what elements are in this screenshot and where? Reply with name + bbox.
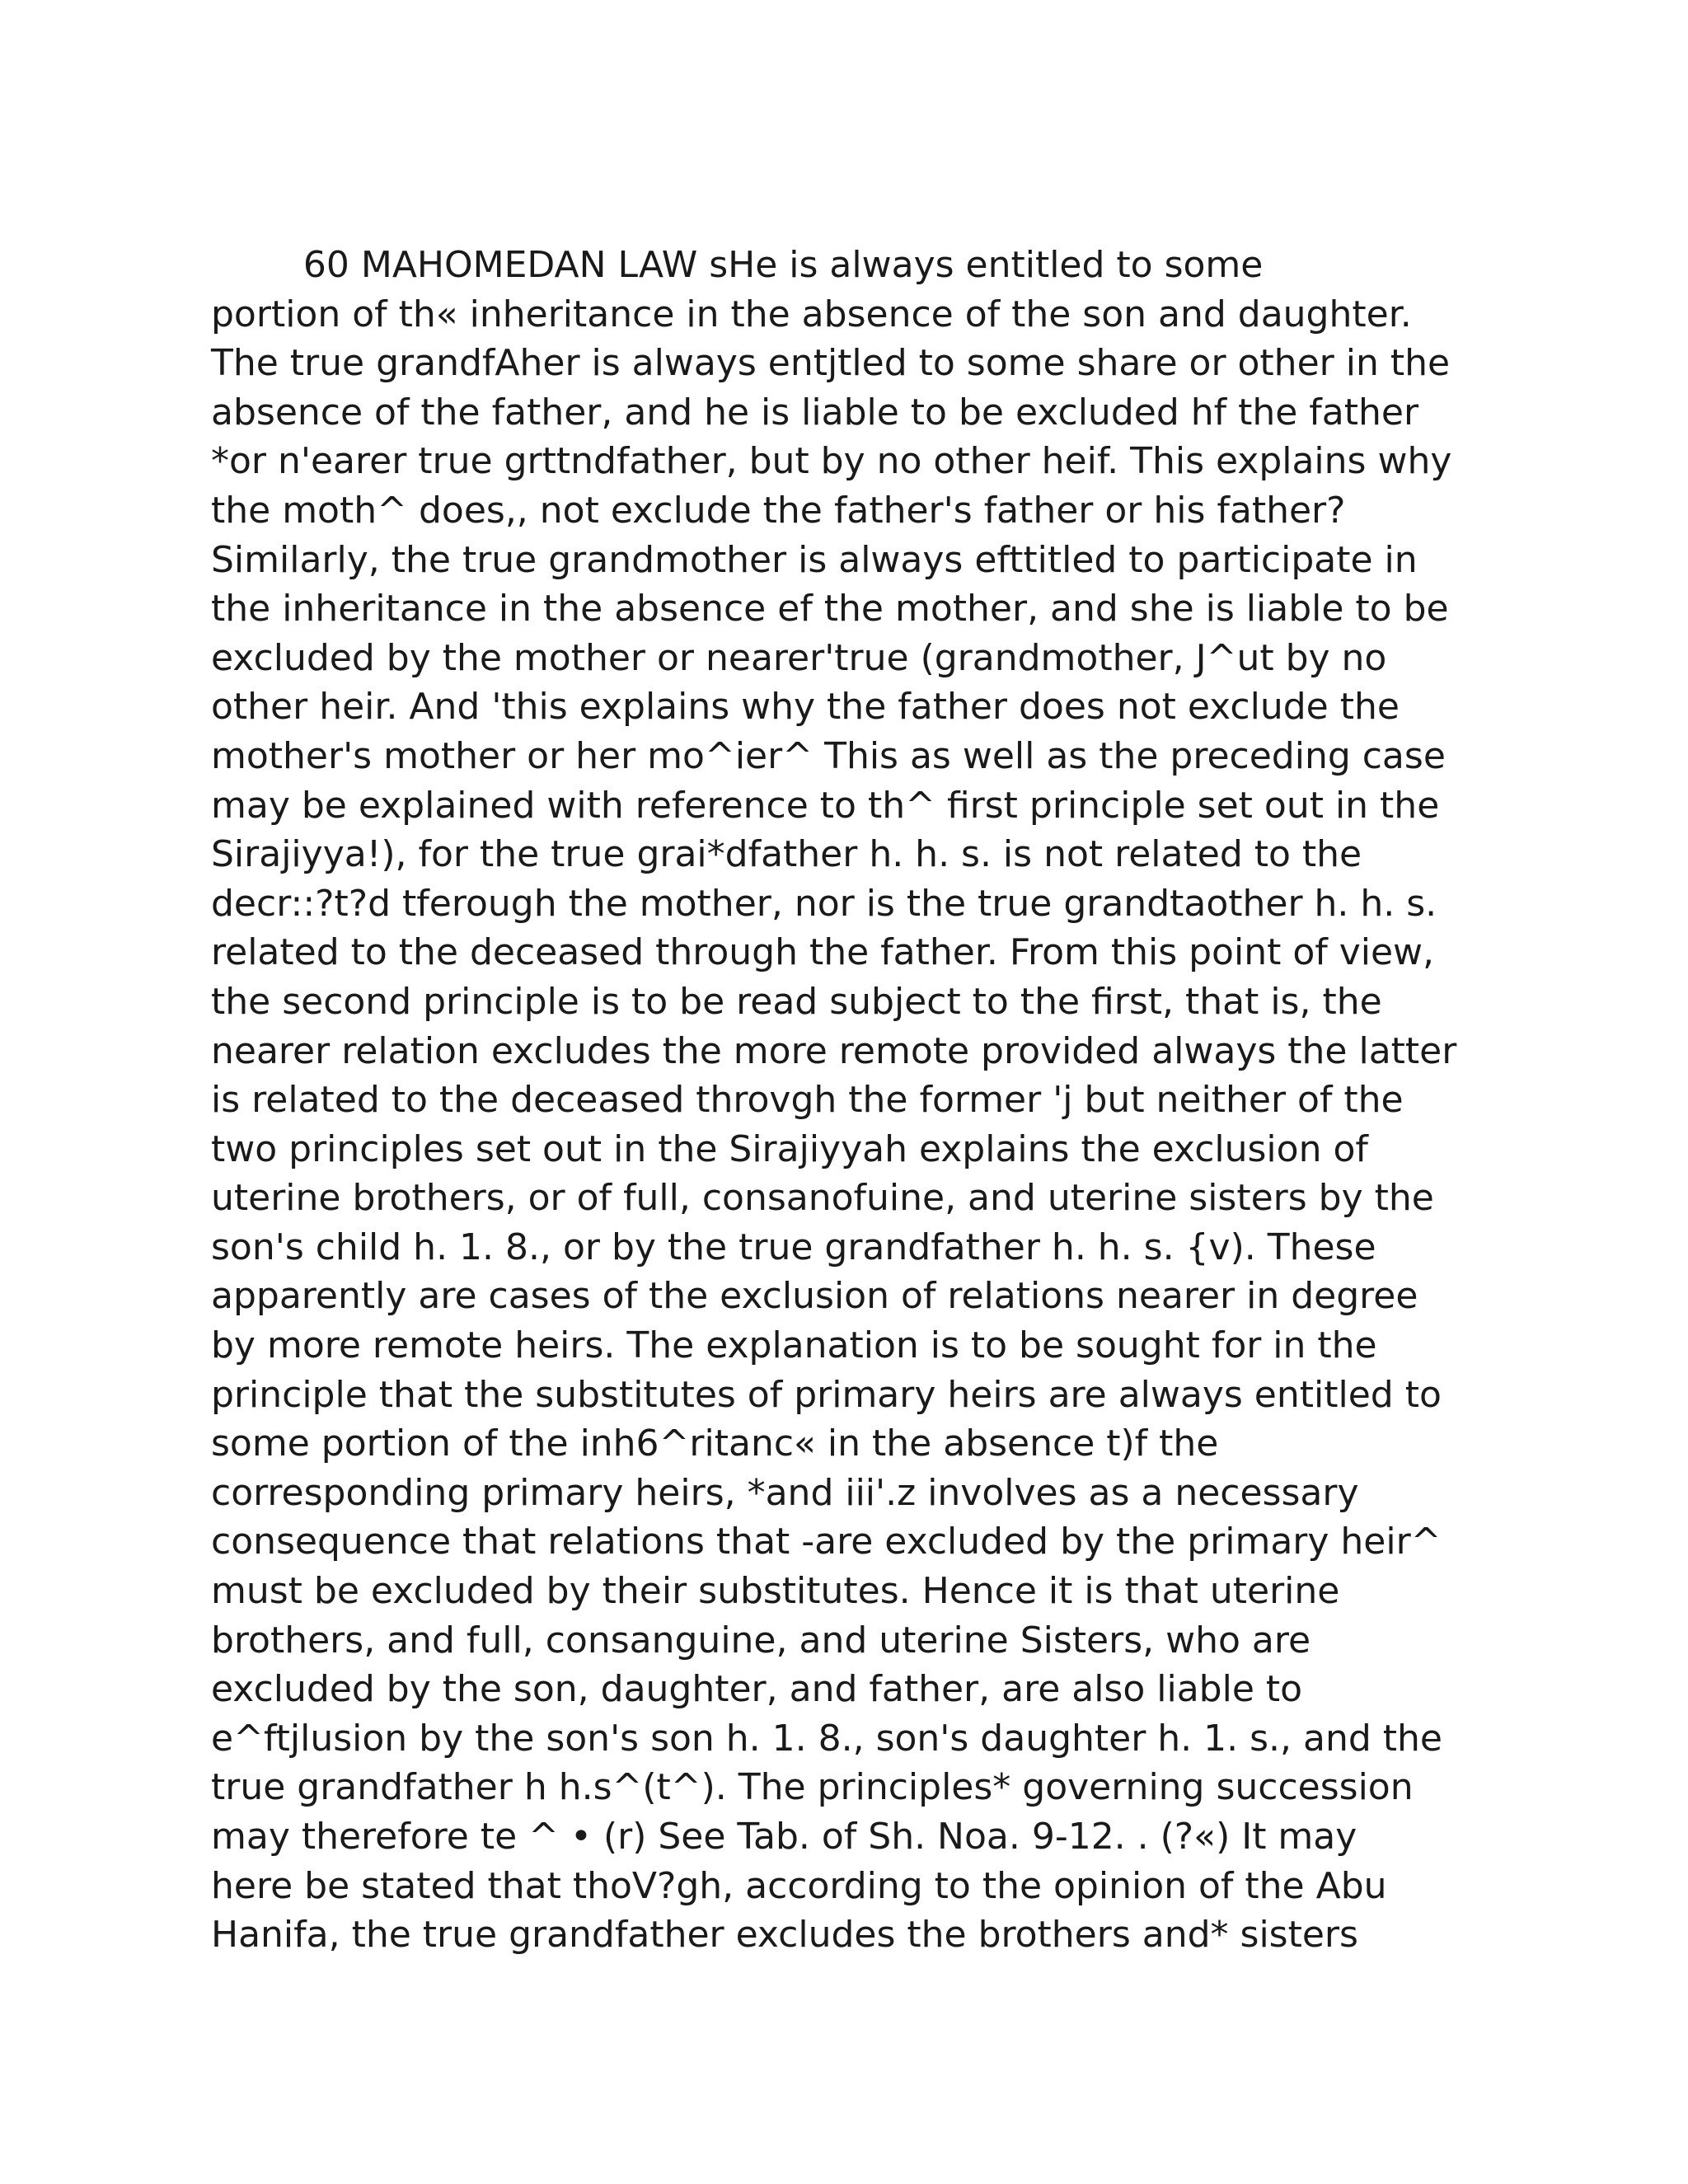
body-text: 60 MAHOMEDAN LAW sHe is always entitled to some portion of th« inheritance in the absence of the son and daughter. The true grandfAher is always entjtled to some share or other in the absence of the father, and he is liable to be excluded hf the father *or n'earer true grttndfather, but by no other heif. This explains why the moth^ does,, not exclude the father's father or his father? Similarly, the true grandmother is always efttitled to participate in the inheritance in the absence ef the mother, and she is liable to be excluded by the mother or nearer'true (grandmother, J^ut by no other heir. And 'this explains why the father does not exclude the mother's mother or her mo^ier^ This as well as the preceding case may be explained with reference to th^ first principle set out in the Sirajiyya!), for the true grai*dfather h. h. s. is not related to the decr::?t?d tferough the mother, nor is the true grandtaother h. h. s. related to the deceased through the father. From this point of view, the second principle is to be read subject to the first, that is, the nearer relation excludes the more remote provided always the latter is related to the deceased throvgh the former 'j but neither of the two principles set out in the Sirajiyyah explains the exclusion of uterine brothers, or of full, consanofuine, and uterine sisters by the son's child h. 1. 8., or by the true grandfather h. h. s. {v). These apparently are cases of the exclusion of relations nearer in degree by more remote heirs. The explanation is to be sought for in the principle that the substitutes of primary heirs are always entitled to some portion of the inh6^ritanc« in the absence t)f the corresponding primary heirs, *and iii'.z involves as a necessary consequence that relations that -are excluded by the primary heir^ must be excluded by their substitutes. Hence it is that uterine brothers, and full, consanguine, and uterine Sisters, who are excluded by the son, daughter, and father, are also liable to e^ftjlusion by the son's son h. 1. 8., son's daughter h. 1. s., and the true grandfather h h.s^(t^). The principles* governing succession may therefore te ^ • (r) See Tab. of Sh. Noa. 9-12. . (?«) It may here be stated that thoV?gh, according to the opinion of the Abu Hanifa, the true grandfather excludes the brothers and* sisters (211, 244, 1457, 1957)
